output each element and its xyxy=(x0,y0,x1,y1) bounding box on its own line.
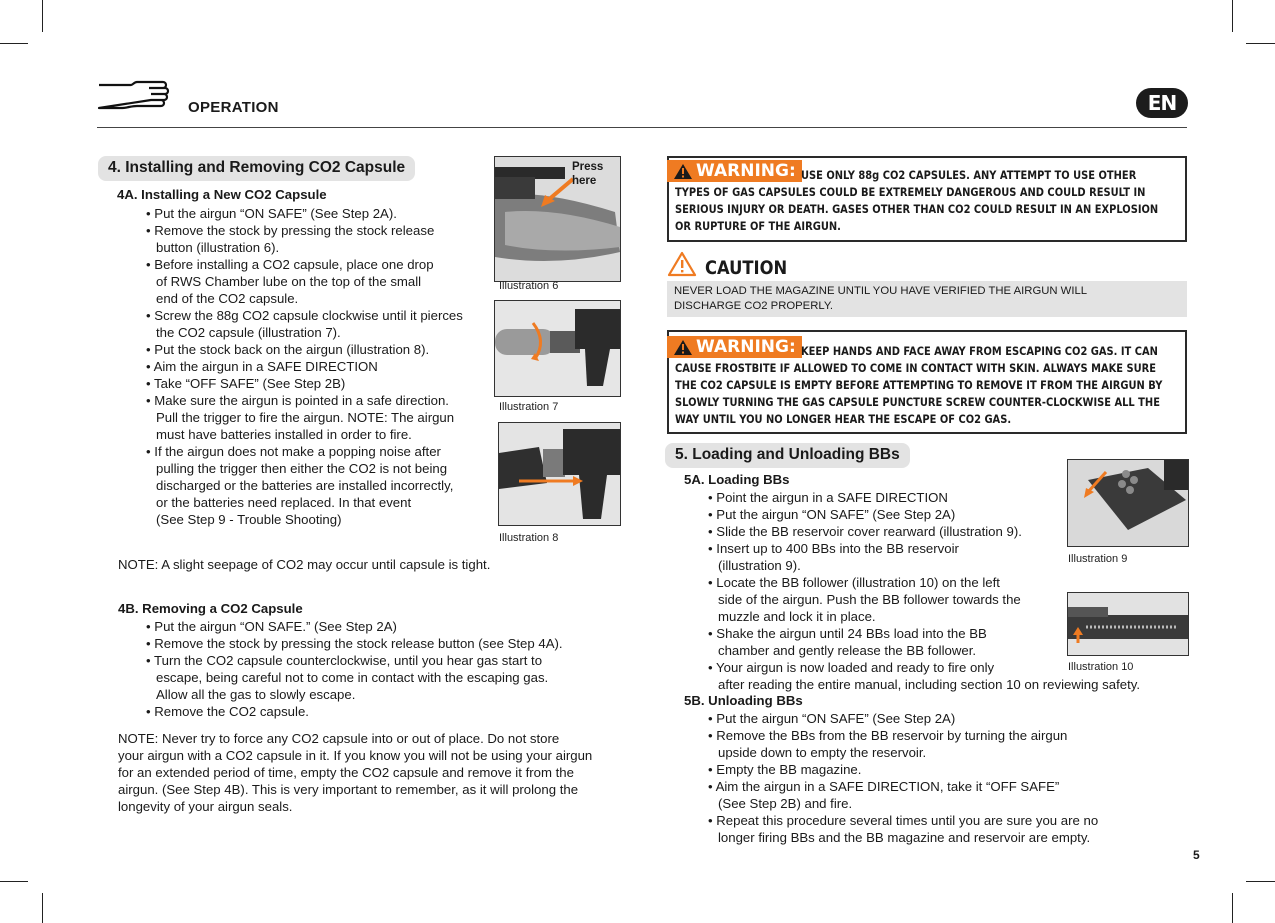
illustration-7-caption: Illustration 7 xyxy=(499,401,559,413)
list-item: • Put the airgun “ON SAFE” (See Step 2A) xyxy=(708,506,1188,523)
note-storage xyxy=(118,730,628,815)
press-here-callout: Press here xyxy=(572,161,604,187)
note-line: for an extended period of time, empty the CO2 capsule and remove it from the xyxy=(118,765,574,780)
list-item: • Make sure the airgun is pointed in a safe direction. Pull the trigger to fire the airgun. NOTE: The airgun must have batteries installed in order to fire. xyxy=(146,392,491,443)
language-badge: EN xyxy=(1136,88,1188,118)
caution-title: CAUTION xyxy=(705,257,788,279)
subsection-4b-list xyxy=(146,618,616,720)
subsection-4a-title: 4A. Installing a New CO2 Capsule xyxy=(117,187,327,202)
crop-mark xyxy=(1232,893,1233,923)
warning-2-line: THE CO2 CAPSULE IS EMPTY BEFORE ATTEMPTING TO REMOVE IT FROM THE AIRGUN BY xyxy=(675,378,1163,392)
list-item: • Turn the CO2 capsule counterclockwise, until you hear gas start to escape, being careful not to come in contact with the escaping gas. Allow all the gas to slowly escape. xyxy=(146,652,616,703)
warning-2-line: SLOWLY TURNING THE GAS CAPSULE PUNCTURE SCREW COUNTER-CLOCKWISE ALL THE xyxy=(675,395,1160,409)
crop-mark xyxy=(42,893,43,923)
list-item: • Put the airgun “ON SAFE” (See Step 2A). xyxy=(146,205,491,222)
warning-badge: WARNING: xyxy=(667,160,802,182)
list-item: • Put the stock back on the airgun (illustration 8). xyxy=(146,341,491,358)
illustration-9 xyxy=(1067,459,1189,547)
warning-badge: WARNING: xyxy=(667,336,802,358)
list-item: • Put the airgun “ON SAFE.” (See Step 2A) xyxy=(146,618,616,635)
illustration-6-caption: Illustration 6 xyxy=(499,280,559,292)
caution-line: DISCHARGE CO2 PROPERLY. xyxy=(674,300,834,312)
note-line: longevity of your airgun seals. xyxy=(118,799,293,814)
list-item: • Aim the airgun in a SAFE DIRECTION, take it “OFF SAFE” (See Step 2B) and fire. xyxy=(708,778,1178,812)
illustration-7 xyxy=(494,300,621,397)
page-number: 5 xyxy=(1193,848,1200,862)
crop-mark xyxy=(1246,43,1275,44)
list-item: • Remove the CO2 capsule. xyxy=(146,703,616,720)
warning-triangle-icon xyxy=(673,163,693,180)
illustration-10-caption: Illustration 10 xyxy=(1068,661,1134,673)
warning-2-line: WAY UNTIL YOU NO LONGER HEAR THE ESCAPE OF CO2 GAS. xyxy=(675,412,1012,426)
caution-box xyxy=(667,281,1187,317)
list-item: • Put the airgun “ON SAFE” (See Step 2A) xyxy=(708,710,1178,727)
list-item: • Your airgun is now loaded and ready to fire only after reading the entire manual, including section 10 on reviewing safety. xyxy=(708,659,1188,693)
warning-2-line: KEEP HANDS AND FACE AWAY FROM ESCAPING CO2 GAS. IT CAN xyxy=(801,344,1158,358)
subsection-4b-title: 4B. Removing a CO2 Capsule xyxy=(118,601,303,616)
subsection-5b-title: 5B. Unloading BBs xyxy=(684,693,803,708)
list-item: • Before installing a CO2 capsule, place one drop of RWS Chamber lube on the top of the small end of the CO2 capsule. xyxy=(146,256,491,307)
list-item: • Aim the airgun in a SAFE DIRECTION xyxy=(146,358,491,375)
note-seepage: NOTE: A slight seepage of CO2 may occur until capsule is tight. xyxy=(118,557,491,572)
note-line: your airgun with a CO2 capsule in it. If you know you will not be using your airgun xyxy=(118,748,593,763)
illustration-8-caption: Illustration 8 xyxy=(499,532,559,544)
subsection-5b-list xyxy=(708,710,1178,846)
caution-line: NEVER LOAD THE MAGAZINE UNTIL YOU HAVE VERIFIED THE AIRGUN WILL xyxy=(674,285,1088,297)
warning-2-line: CAUSE FROSTBITE IF ALLOWED TO COME IN CONTACT WITH SKIN. ALWAYS MAKE SURE xyxy=(675,361,1156,375)
section-4-title: 4. Installing and Removing CO2 Capsule xyxy=(98,156,415,181)
warning-1-line: SERIOUS INJURY OR DEATH. GASES OTHER THAN CO2 COULD RESULT IN AN EXPLOSION xyxy=(675,202,1159,216)
caution-triangle-icon xyxy=(667,251,697,277)
list-item: • Insert up to 400 BBs into the BB reservoir (illustration 9). xyxy=(708,540,1188,574)
list-item: • If the airgun does not make a popping noise after pulling the trigger then either the CO2 is not being discharged or the batteries are installed incorrectly, or the batteries need replaced. In that event (See Step 9 - Trouble Shooting) xyxy=(146,443,491,528)
note-line: NOTE: Never try to force any CO2 capsule into or out of place. Do not store xyxy=(118,731,560,746)
warning-1-line: TYPES OF GAS CAPSULES COULD BE EXTREMELY DANGEROUS AND COULD RESULT IN xyxy=(675,185,1146,199)
list-item: • Slide the BB reservoir cover rearward (illustration 9). xyxy=(708,523,1188,540)
list-item: • Remove the stock by pressing the stock release button (illustration 6). xyxy=(146,222,491,256)
header-title: OPERATION xyxy=(188,99,279,116)
list-item: • Locate the BB follower (illustration 10) on the left side of the airgun. Push the BB follower towards the muzzle and lock it in place. xyxy=(708,574,1188,625)
list-item: • Remove the BBs from the BB reservoir by turning the airgun upside down to empty the reservoir. xyxy=(708,727,1178,761)
warning-1-line: OR RUPTURE OF THE AIRGUN. xyxy=(675,219,841,233)
illustration-8 xyxy=(498,422,621,526)
crop-mark xyxy=(1232,0,1233,32)
warning-1-line: USE ONLY 88g CO2 CAPSULES. ANY ATTEMPT TO USE OTHER xyxy=(801,168,1137,182)
list-item: • Remove the stock by pressing the stock release button (see Step 4A). xyxy=(146,635,616,652)
crop-mark xyxy=(0,881,28,882)
list-item: • Take “OFF SAFE” (See Step 2B) xyxy=(146,375,491,392)
illustration-9-caption: Illustration 9 xyxy=(1068,553,1128,565)
subsection-4a-list xyxy=(146,205,491,528)
illustration-10 xyxy=(1067,592,1189,656)
warning-triangle-icon xyxy=(673,339,693,356)
warning-box-frostbite xyxy=(667,330,1187,434)
list-item: • Screw the 88g CO2 capsule clockwise until it pierces the CO2 capsule (illustration 7). xyxy=(146,307,491,341)
crop-mark xyxy=(0,43,28,44)
warning-box-capsules xyxy=(667,156,1187,242)
list-item: • Shake the airgun until 24 BBs load into the BB chamber and gently release the BB follower. xyxy=(708,625,1188,659)
pointing-hand-icon xyxy=(97,78,171,114)
crop-mark xyxy=(42,0,43,32)
list-item: • Point the airgun in a SAFE DIRECTION xyxy=(708,489,1188,506)
section-5-title: 5. Loading and Unloading BBs xyxy=(665,443,910,468)
note-line: airgun. (See Step 4B). This is very important to remember, as it will prolong the xyxy=(118,782,579,797)
list-item: • Empty the BB magazine. xyxy=(708,761,1178,778)
header-divider xyxy=(97,127,1187,128)
list-item: • Repeat this procedure several times until you are sure you are no longer firing BBs and the BB magazine and reservoir are empty. xyxy=(708,812,1178,846)
subsection-5a-title: 5A. Loading BBs xyxy=(684,472,790,487)
crop-mark xyxy=(1246,881,1275,882)
